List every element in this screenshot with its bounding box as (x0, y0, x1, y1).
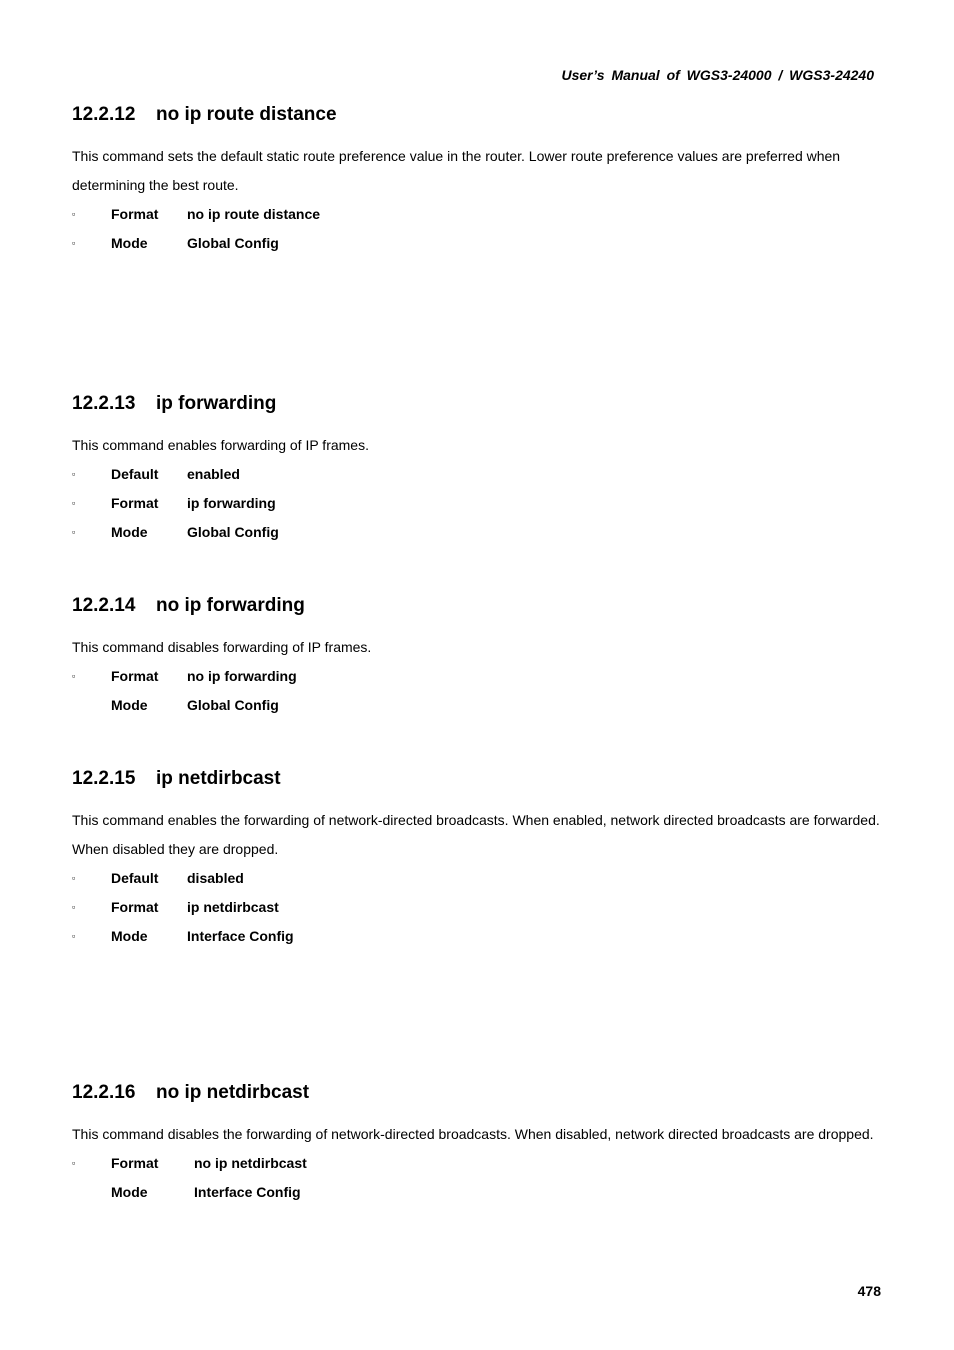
section-title (72, 767, 882, 791)
command-attributes (72, 460, 882, 547)
command-attributes (72, 200, 882, 258)
attribute-row-default (72, 864, 882, 893)
attribute-row-format (72, 662, 882, 691)
bullet-icon: ▫ (72, 1158, 76, 1168)
attribute-key: Default (111, 870, 159, 886)
attribute-value: no ip netdirbcast (194, 1155, 307, 1171)
section-description: This command sets the default static route preference value in the router. Lower route preference values are preferred when determining the best route. (72, 148, 841, 193)
attribute-key: Mode (111, 524, 148, 540)
attribute-row-mode (72, 229, 882, 258)
section-title-text: no ip route distance (156, 104, 337, 125)
attribute-row-mode (72, 922, 882, 951)
attribute-value: ip netdirbcast (187, 899, 279, 915)
bullet-icon: ▫ (72, 671, 76, 681)
attribute-key: Format (111, 206, 159, 222)
section-title-text: ip netdirbcast (156, 768, 281, 789)
attribute-row-format (72, 200, 882, 229)
section-title (72, 392, 882, 416)
attribute-key: Mode (111, 1184, 148, 1200)
attribute-key: Format (111, 899, 159, 915)
section-ip-netdirbcast (72, 767, 882, 951)
section-title-text: no ip forwarding (156, 595, 305, 616)
section-number: 12.2.15 (72, 768, 136, 789)
bullet-icon: ▫ (72, 469, 76, 479)
attribute-value: Global Config (187, 235, 279, 251)
section-title-text: no ip netdirbcast (156, 1082, 310, 1103)
attribute-value: no ip route distance (187, 206, 321, 222)
section-ip-forwarding (72, 392, 882, 547)
section-description: This command disables the forwarding of network-directed broadcasts. When disabled, network directed broadcasts are dropped. (72, 1126, 874, 1142)
attribute-key: Default (111, 466, 159, 482)
section-description: This command disables forwarding of IP frames. (72, 639, 372, 655)
attribute-row-mode (72, 1178, 882, 1207)
section-no-ip-forwarding (72, 594, 882, 720)
attribute-row-mode (72, 518, 882, 547)
section-no-ip-route-distance (72, 103, 882, 258)
page-number: 478 (857, 1283, 881, 1299)
attribute-value: disabled (187, 870, 244, 886)
attribute-row-mode (72, 691, 882, 720)
attribute-row-default (72, 460, 882, 489)
section-title (72, 594, 882, 618)
section-no-ip-netdirbcast (72, 1081, 882, 1207)
attribute-value: enabled (187, 466, 240, 482)
command-attributes (72, 662, 882, 720)
attribute-row-format (72, 893, 882, 922)
attribute-value: Interface Config (187, 928, 294, 944)
section-description: This command enables forwarding of IP frames. (72, 437, 369, 453)
section-number: 12.2.14 (72, 595, 136, 616)
attribute-key: Format (111, 668, 159, 684)
attribute-row-format (72, 1149, 882, 1178)
attribute-key: Format (111, 1155, 159, 1171)
section-number: 12.2.12 (72, 104, 136, 125)
section-title (72, 103, 882, 127)
attribute-key: Format (111, 495, 159, 511)
attribute-value: Global Config (187, 697, 279, 713)
bullet-icon: ▫ (72, 527, 76, 537)
command-attributes (72, 1149, 882, 1207)
section-number: 12.2.13 (72, 393, 136, 414)
section-description: This command enables the forwarding of network-directed broadcasts. When enabled, network directed broadcasts are forwarded. When disabled they are dropped. (72, 812, 880, 857)
bullet-icon: ▫ (72, 498, 76, 508)
bullet-icon: ▫ (72, 873, 76, 883)
attribute-value: ip forwarding (187, 495, 276, 511)
attribute-value: Global Config (187, 524, 279, 540)
attribute-row-format (72, 489, 882, 518)
running-header: User’s Manual of WGS3-24000 / WGS3-24240 (561, 67, 874, 83)
bullet-icon: ▫ (72, 931, 76, 941)
attribute-value: no ip forwarding (187, 668, 297, 684)
attribute-key: Mode (111, 697, 148, 713)
bullet-icon: ▫ (72, 238, 76, 248)
section-title (72, 1081, 882, 1105)
attribute-key: Mode (111, 235, 148, 251)
attribute-key: Mode (111, 928, 148, 944)
section-number: 12.2.16 (72, 1082, 136, 1103)
bullet-icon: ▫ (72, 902, 76, 912)
attribute-value: Interface Config (194, 1184, 301, 1200)
command-attributes (72, 864, 882, 951)
bullet-icon: ▫ (72, 209, 76, 219)
section-title-text: ip forwarding (156, 393, 277, 414)
